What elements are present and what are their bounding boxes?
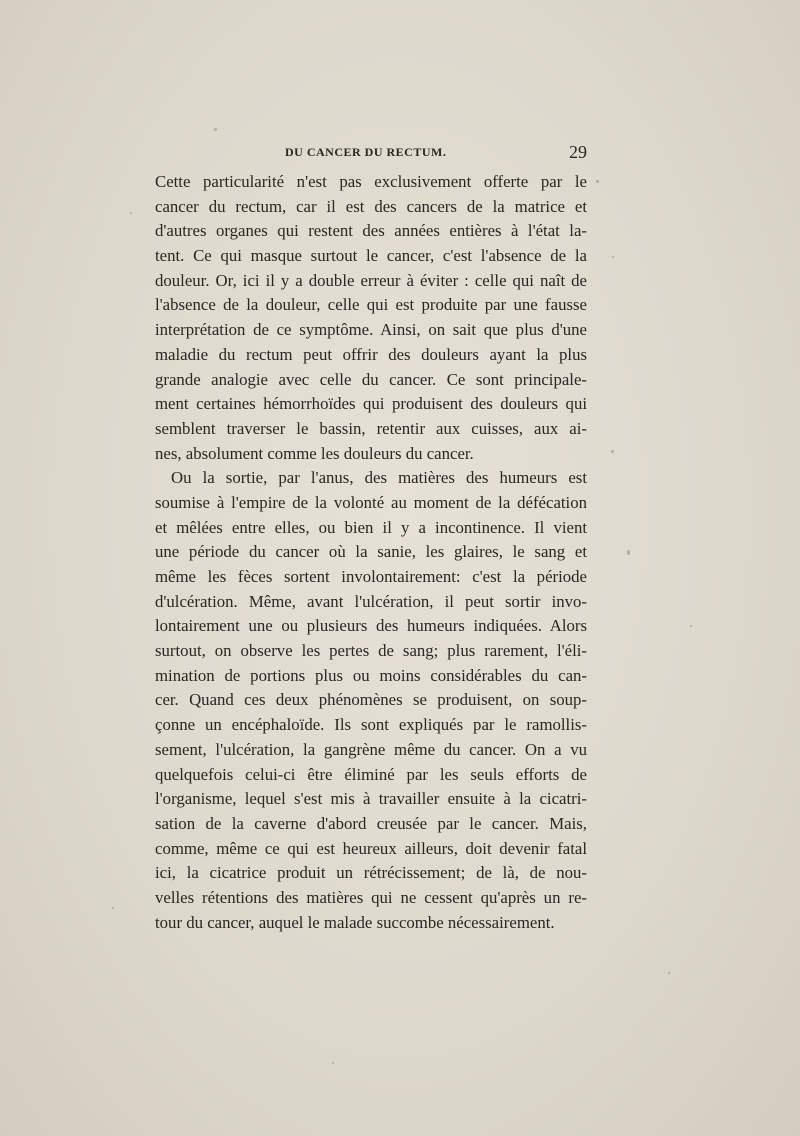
page-number: 29 <box>569 142 587 162</box>
paper-speck <box>130 212 132 214</box>
text-line: grande analogie avec celle du cancer. Ce sont principale- <box>155 369 587 389</box>
text-line: soumise à l'empire de la volonté au moment de la défécation <box>155 492 587 512</box>
text-line: cer. Quand ces deux phénomènes se produisent, on soup- <box>155 690 587 710</box>
running-header <box>155 142 587 165</box>
text-line: l'organisme, lequel s'est mis à travailler ensuite à la cicatri- <box>155 789 587 809</box>
paragraph-2 <box>155 466 587 935</box>
paper-speck <box>612 256 614 258</box>
text-line: tent. Ce qui masque surtout le cancer, c'est l'absence de la <box>155 246 587 266</box>
text-line: tour du cancer, auquel le malade succombe nécessairement. <box>155 912 555 932</box>
text-line: cancer du rectum, car il est des cancers de la matrice et <box>155 196 587 216</box>
text-line: mination de portions plus ou moins considérables du can- <box>155 665 587 685</box>
text-line: interprétation de ce symptôme. Ainsi, on sait que plus d'une <box>155 320 587 340</box>
text-line: çonne un encéphaloïde. Ils sont expliqués par le ramollis- <box>155 715 587 735</box>
text-line: surtout, on observe les pertes de sang; plus rarement, l'éli- <box>155 641 587 661</box>
paragraph-1 <box>155 170 587 466</box>
paper-speck <box>214 128 217 131</box>
text-line: d'autres organes qui restent des années entières à l'état la- <box>155 221 587 241</box>
text-line: douleur. Or, ici il y a double erreur à éviter : celle qui naît de <box>155 270 587 290</box>
text-line: semblent traverser le bassin, retentir aux cuisses, aux ai- <box>155 418 587 438</box>
paper-speck <box>332 1062 334 1064</box>
text-line: lontairement une ou plusieurs des humeurs indiquées. Alors <box>155 616 587 636</box>
text-line: nes, absolument comme les douleurs du cancer. <box>155 443 474 463</box>
paper-speck <box>668 972 670 974</box>
paper-speck <box>627 550 630 555</box>
text-line: ment certaines hémorrhoïdes qui produisent des douleurs qui <box>155 394 587 414</box>
running-title: DU CANCER DU RECTUM. <box>285 145 447 159</box>
paper-speck <box>690 625 692 627</box>
text-line: maladie du rectum peut offrir des douleurs ayant la plus <box>155 344 587 364</box>
text-line: sement, l'ulcération, la gangrène même du cancer. On a vu <box>155 739 587 759</box>
body-text <box>155 170 587 935</box>
text-line: Cette particularité n'est pas exclusivement offerte par le <box>155 172 587 191</box>
text-line: sation de la caverne d'abord creusée par le cancer. Mais, <box>155 813 587 833</box>
text-line: une période du cancer où la sanie, les glaires, le sang et <box>155 542 587 562</box>
text-line: quelquefois celui-ci être éliminé par les seuls efforts de <box>155 764 587 784</box>
text-line: l'absence de la douleur, celle qui est produite par une fausse <box>155 295 587 315</box>
text-line: comme, même ce qui est heureux ailleurs, doit devenir fatal <box>155 838 587 858</box>
text-line: et mêlées entre elles, ou bien il y a incontinence. Il vient <box>155 517 587 537</box>
paper-speck <box>596 180 599 183</box>
text-line: même les fèces sortent involontairement: c'est la période <box>155 567 587 586</box>
text-line: ici, la cicatrice produit un rétrécissement; de là, de nou- <box>155 863 587 883</box>
paper-speck <box>611 450 614 453</box>
paper-speck <box>112 907 114 909</box>
text-line: Ou la sortie, par l'anus, des matières des humeurs est <box>171 468 587 488</box>
text-line: velles rétentions des matières qui ne cessent qu'après un re- <box>155 887 587 907</box>
text-line: d'ulcération. Même, avant l'ulcération, il peut sortir invo- <box>155 591 587 611</box>
